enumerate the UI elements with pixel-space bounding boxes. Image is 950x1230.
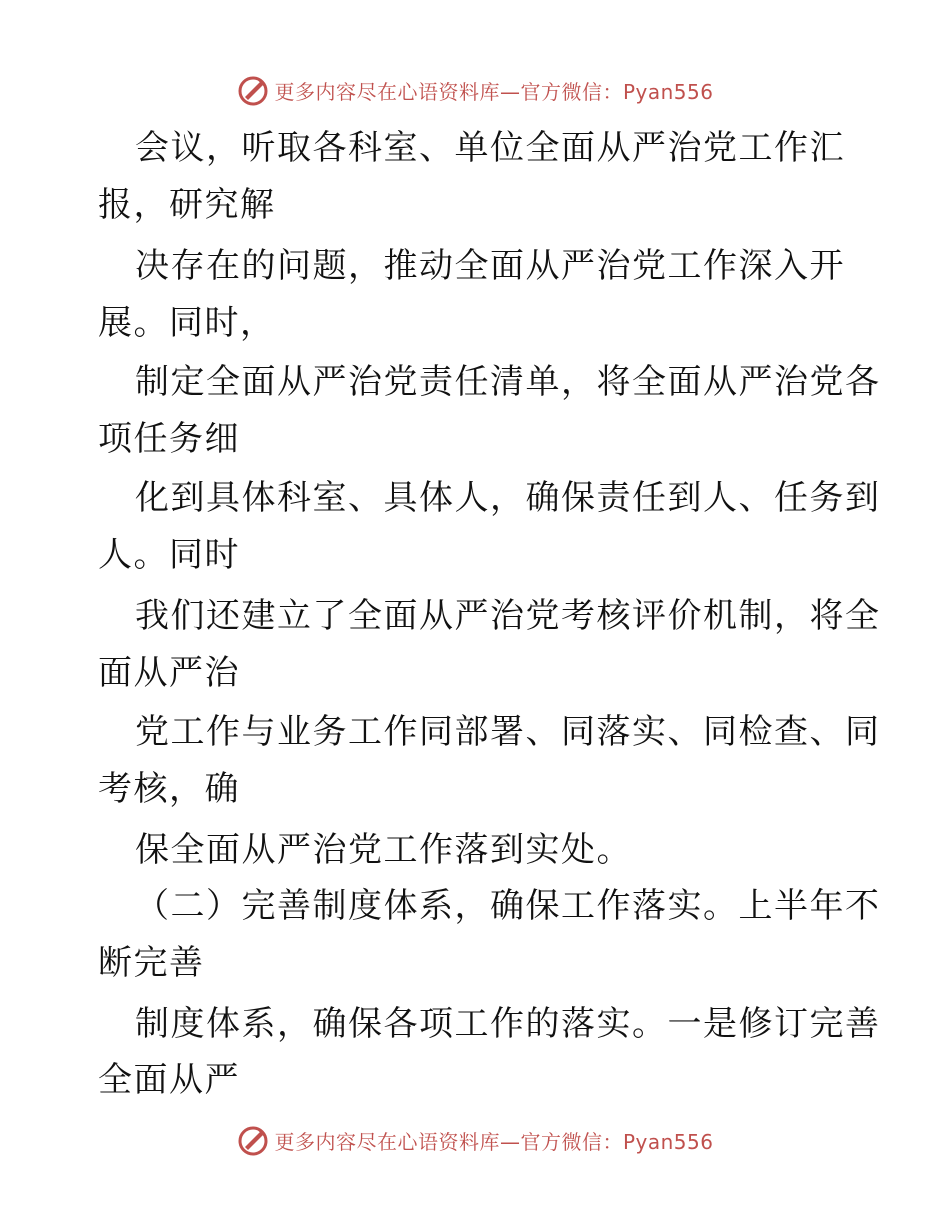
text-line: 会议，听取各科室、单位全面从严治党工作汇 (135, 128, 845, 168)
text-line: 化到具体科室、具体人，确保责任到人、任务到 (135, 478, 881, 518)
text-line: 报，研究解 (98, 185, 276, 225)
text-line: 我们还建立了全面从严治党考核评价机制，将全 (135, 596, 881, 636)
text-line: 保全面从严治党工作落到实处。 (135, 830, 632, 870)
brand-logo-icon (236, 1123, 270, 1157)
text-line: 制度体系，确保各项工作的落实。一是修订完善 (135, 1004, 881, 1044)
text-line: 全面从严 (98, 1060, 240, 1100)
brand-logo-icon (236, 73, 270, 107)
text-line: （二）完善制度体系，确保工作落实。上半年不 (135, 886, 881, 926)
text-line: 面从严治 (98, 653, 240, 693)
header-banner (0, 70, 950, 110)
text-line: 党工作与业务工作同部署、同落实、同检查、同 (135, 712, 881, 752)
text-line: 断完善 (98, 943, 205, 983)
footer-banner (0, 1120, 950, 1160)
text-line: 决存在的问题，推动全面从严治党工作深入开 (135, 246, 845, 286)
text-line: 考核，确 (98, 769, 240, 809)
banner-text: 更多内容尽在心语资料库—官方微信：Pyan556 (274, 79, 714, 104)
banner-text: 更多内容尽在心语资料库—官方微信：Pyan556 (274, 1129, 714, 1154)
text-line: 人。同时 (98, 535, 240, 575)
text-line: 制定全面从严治党责任清单，将全面从严治党各 (135, 362, 881, 402)
text-line: 展。同时， (98, 303, 276, 343)
text-line: 项任务细 (98, 419, 240, 459)
